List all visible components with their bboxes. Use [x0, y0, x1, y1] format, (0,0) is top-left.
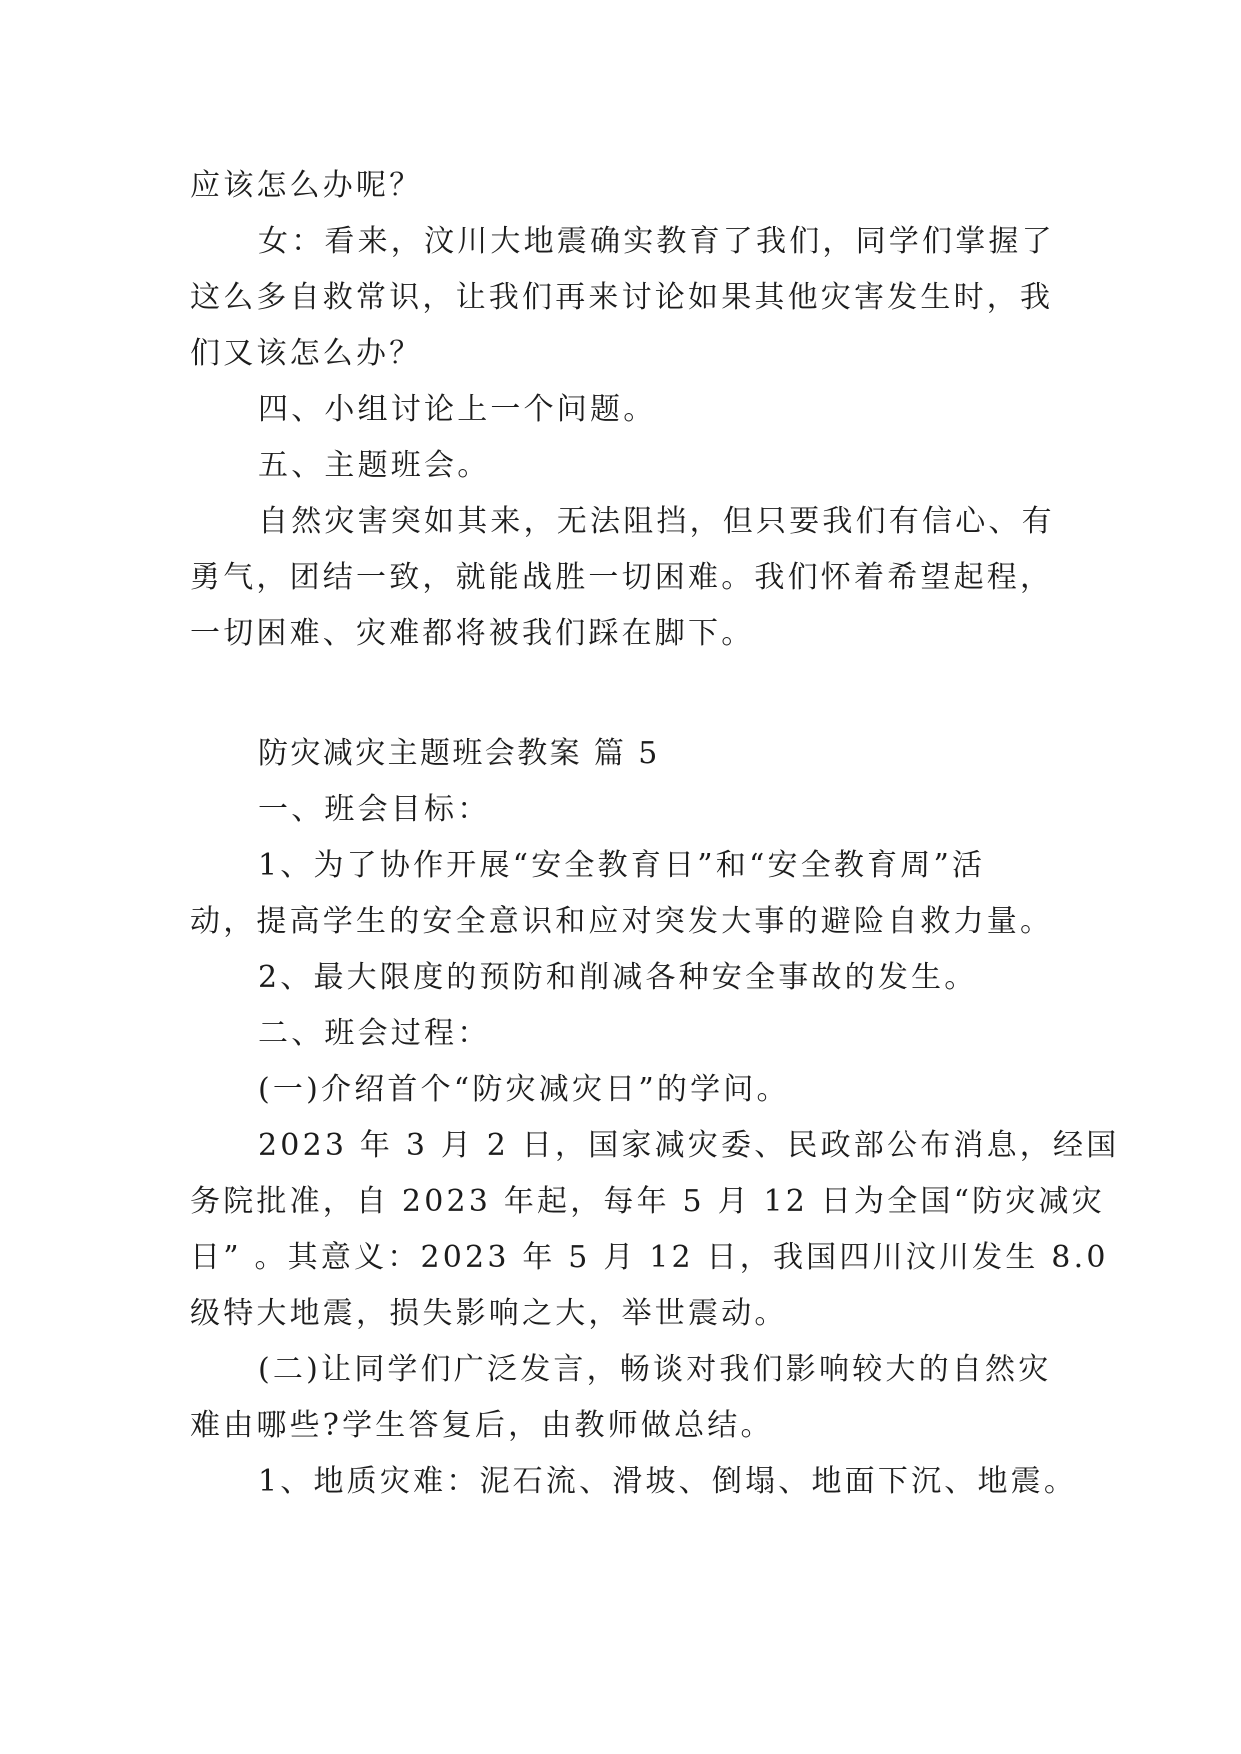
section-title: 防灾减灾主题班会教案 篇 5 [258, 736, 660, 771]
list-item: (二)让同学们广泛发言，畅谈对我们影响较大的自然灾 [258, 1352, 1052, 1387]
list-item: 2、最大限度的预防和削减各种安全事故的发生。 [258, 960, 978, 995]
list-item: 1、为了协作开展“安全教育日”和“安全教育周”活 [258, 848, 986, 883]
paragraph-line: 日” 。其意义：2023 年 5 月 12 日，我国四川汶川发生 8.0 [190, 1240, 1109, 1275]
paragraph-line: 难由哪些?学生答复后，由教师做总结。 [190, 1408, 774, 1443]
list-heading: 二、班会过程： [258, 1016, 491, 1051]
paragraph-line: 务院批准，自 2023 年起，每年 5 月 12 日为全国“防灾减灾 [190, 1184, 1105, 1219]
list-item: 1、地质灾难：泥石流、滑坡、倒塌、地面下沉、地震。 [258, 1464, 1078, 1499]
paragraph-line: 们又该怎么办？ [190, 336, 423, 371]
paragraph-line: 自然灾害突如其来，无法阻挡，但只要我们有信心、有 [258, 504, 1055, 539]
paragraph-line: 勇气，团结一致，就能战胜一切困难。我们怀着希望起程， [190, 560, 1054, 595]
list-heading: 一、班会目标： [258, 792, 491, 827]
paragraph-line: 一切困难、灾难都将被我们踩在脚下。 [190, 616, 755, 651]
paragraph-line: 这么多自救常识，让我们再来讨论如果其他灾害发生时，我 [190, 280, 1054, 315]
paragraph-line: 级特大地震，损失影响之大，举世震动。 [190, 1296, 788, 1331]
paragraph-line: 2023 年 3 月 2 日，国家减灾委、民政部公布消息，经国 [258, 1128, 1120, 1163]
list-item: 四、小组讨论上一个问题。 [258, 392, 657, 427]
paragraph-line: 动，提高学生的安全意识和应对突发大事的避险自救力量。 [190, 904, 1054, 939]
list-item: 五、主题班会。 [258, 448, 491, 483]
list-item: (一)介绍首个“防灾减灾日”的学问。 [258, 1072, 790, 1107]
document-body [190, 158, 1120, 1510]
paragraph-line: 女：看来，汶川大地震确实教育了我们，同学们掌握了 [258, 224, 1055, 259]
paragraph-line: 应该怎么办呢？ [190, 168, 423, 203]
section-gap [190, 662, 1080, 726]
